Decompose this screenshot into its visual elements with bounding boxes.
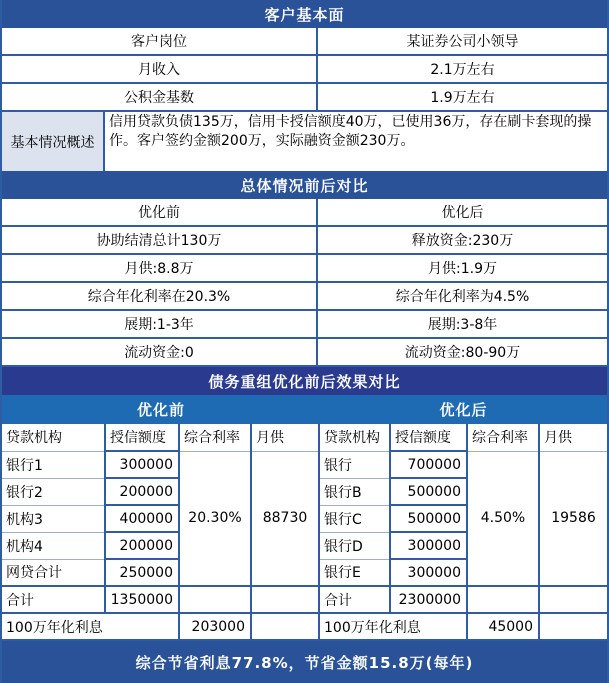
table-row — [2, 28, 607, 56]
empty-cell — [467, 586, 539, 613]
overall-after-term: 展期:3-8年 — [427, 317, 498, 333]
loan-amount: 200000 — [105, 532, 179, 559]
overall-after-liquidity: 流动资金:80-90万 — [404, 345, 521, 361]
table-row — [320, 451, 607, 478]
loan-org: 机构3 — [2, 505, 105, 532]
interest-value: 45000 — [467, 613, 539, 640]
col-header-monthly: 月供 — [539, 424, 607, 451]
table-header-row — [2, 424, 319, 451]
row-value-position: 某证券公司小领导 — [406, 34, 519, 50]
section-title-overall: 总体情况前后对比 — [2, 171, 607, 199]
interest-row — [320, 613, 607, 640]
section-title-detail: 债务重组优化前后效果对比 — [2, 367, 607, 395]
table-row — [2, 255, 607, 283]
overview-text: 信用贷款负债135万，信用卡授信额度40万，已使用36万，存在刷卡套现的操作。客户签约金额200万，实际融资金额230万。 — [109, 114, 592, 149]
loan-org: 银行1 — [2, 451, 105, 478]
row-label-position: 客户岗位 — [2, 28, 318, 54]
after-loans-table — [320, 424, 607, 641]
overall-after-rate: 综合年化利率为4.5% — [395, 289, 530, 305]
col-header-org: 贷款机构 — [320, 424, 390, 451]
total-amount: 1350000 — [105, 586, 179, 613]
detail-tables — [2, 424, 607, 641]
loan-org: 网贷合计 — [2, 559, 105, 586]
table-header-row — [320, 424, 607, 451]
loan-amount: 700000 — [390, 451, 467, 478]
total-row — [320, 586, 607, 613]
detail-before-header: 优化前 — [136, 401, 185, 419]
loan-amount: 400000 — [105, 505, 179, 532]
empty-cell — [251, 613, 319, 640]
empty-cell — [251, 586, 319, 613]
after-monthly-merged: 19586 — [539, 451, 607, 586]
section-title-basic: 客户基本面 — [2, 0, 607, 28]
empty-cell — [539, 613, 607, 640]
col-header-credit: 授信额度 — [390, 424, 467, 451]
row-label-fund-base: 公积金基数 — [2, 84, 318, 110]
table-row — [2, 283, 607, 311]
table-row — [2, 227, 607, 255]
table-row — [2, 339, 607, 367]
table-row — [2, 451, 319, 478]
table-row — [2, 311, 607, 339]
loan-org: 银行D — [320, 532, 390, 559]
detail-subheader-row — [2, 395, 607, 424]
loan-amount: 200000 — [105, 478, 179, 505]
loan-org: 机构4 — [2, 532, 105, 559]
overall-after-monthly: 月供:1.9万 — [428, 261, 497, 277]
interest-value: 203000 — [179, 613, 251, 640]
overall-before-rate: 综合年化利率在20.3% — [2, 283, 318, 309]
loan-amount: 250000 — [105, 559, 179, 586]
interest-row — [2, 613, 319, 640]
col-header-monthly: 月供 — [251, 424, 319, 451]
total-row — [2, 586, 319, 613]
col-header-rate: 综合利率 — [179, 424, 251, 451]
row-value-income: 2.1万左右 — [430, 62, 495, 78]
table-row — [2, 84, 607, 112]
loan-amount: 300000 — [390, 559, 467, 586]
empty-cell — [539, 586, 607, 613]
after-rate-merged: 4.50% — [467, 451, 539, 586]
overall-col-after: 优化后 — [441, 205, 484, 221]
interest-label: 100万年化利息 — [320, 613, 467, 640]
before-rate-merged: 20.30% — [179, 451, 251, 586]
overview-label: 基本情况概述 — [2, 112, 105, 171]
col-header-rate: 综合利率 — [467, 424, 539, 451]
loan-amount: 500000 — [390, 505, 467, 532]
total-amount: 2300000 — [390, 586, 467, 613]
savings-summary: 综合节省利息77.8%，节省金额15.8万(每年) — [2, 641, 607, 683]
overall-before-term: 展期:1-3年 — [2, 311, 318, 337]
overall-col-before: 优化前 — [2, 199, 318, 225]
loan-org: 银行 — [320, 451, 390, 478]
detail-after-header: 优化后 — [439, 401, 488, 419]
total-label: 合计 — [320, 586, 390, 613]
loan-org: 银行B — [320, 478, 390, 505]
loan-org: 银行E — [320, 559, 390, 586]
col-header-org: 贷款机构 — [2, 424, 105, 451]
interest-label: 100万年化利息 — [2, 613, 179, 640]
loan-org: 银行2 — [2, 478, 105, 505]
overall-before-monthly: 月供:8.8万 — [2, 255, 318, 281]
table-row — [2, 199, 607, 227]
overall-before-settle: 协助结清总计130万 — [2, 227, 318, 253]
overall-after-released: 释放资金:230万 — [411, 233, 514, 249]
before-monthly-merged: 88730 — [251, 451, 319, 586]
row-label-income: 月收入 — [2, 56, 318, 82]
row-value-fund-base: 1.9万左右 — [430, 90, 495, 106]
col-header-credit: 授信额度 — [105, 424, 179, 451]
loan-amount: 300000 — [105, 451, 179, 478]
overview-row — [2, 112, 607, 171]
table-row — [2, 56, 607, 84]
loan-amount: 500000 — [390, 478, 467, 505]
loan-org: 银行C — [320, 505, 390, 532]
total-label: 合计 — [2, 586, 105, 613]
before-loans-table — [2, 424, 320, 641]
loan-amount: 300000 — [390, 532, 467, 559]
empty-cell — [179, 586, 251, 613]
overall-before-liquidity: 流动资金:0 — [2, 339, 318, 365]
